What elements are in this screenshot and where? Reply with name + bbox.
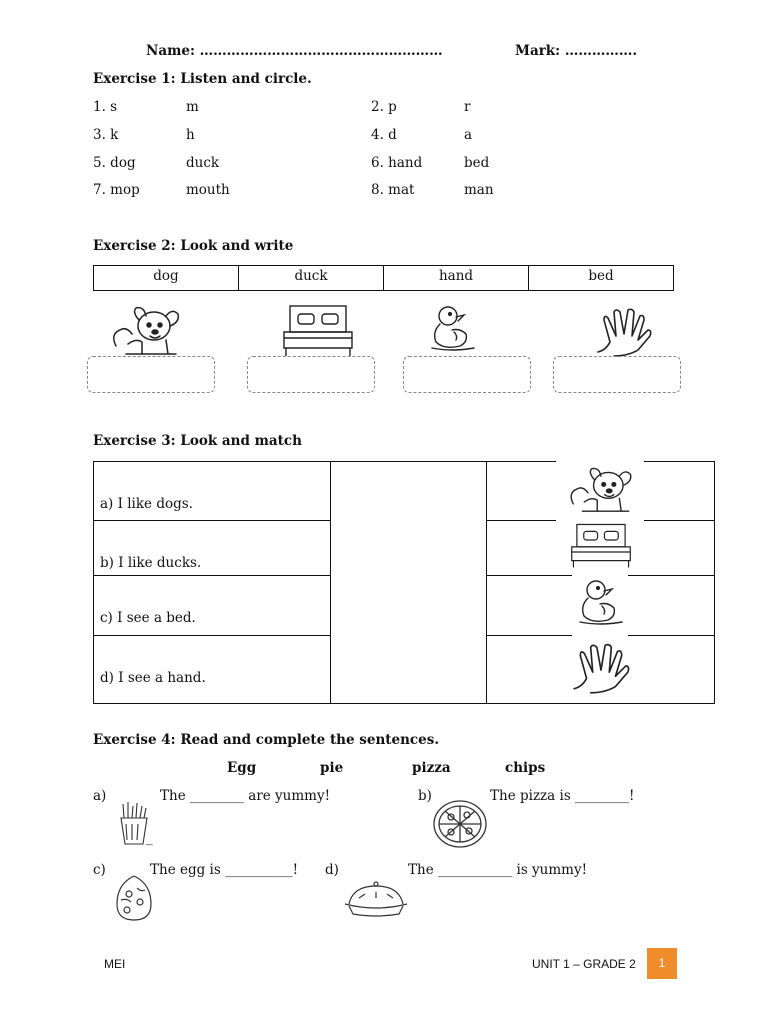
ex1-option-5: duck: [186, 155, 220, 171]
answer-box-1[interactable]: [87, 356, 215, 393]
hand-icon: [570, 638, 632, 698]
word-bank-item: chips: [505, 760, 546, 776]
sentence-label-d: d): [325, 862, 339, 878]
word-box-cell: hand: [384, 266, 529, 290]
table-divider: [486, 461, 487, 704]
mark-field-label: Mark: …………….: [515, 43, 638, 59]
ex1-item-5: 5. dog: [93, 155, 136, 171]
table-divider: [486, 520, 556, 521]
word-box-cell: duck: [239, 266, 384, 290]
stray-underscore: _: [146, 830, 153, 846]
exercise3-title: Exercise 3: Look and match: [93, 433, 302, 449]
duck-icon: [428, 302, 476, 352]
match-sentence-c: c) I see a bed.: [100, 610, 196, 626]
ex1-item-4: 4. d: [371, 127, 397, 143]
duck-icon: [576, 576, 624, 626]
name-field-label: Name: ………………………………………………: [146, 43, 443, 59]
word-bank-item: pizza: [412, 760, 451, 776]
match-sentence-a: a) I like dogs.: [100, 496, 193, 512]
word-bank-item: Egg: [227, 760, 257, 776]
ex1-item-6: 6. hand: [371, 155, 423, 171]
word-box-cell: bed: [588, 268, 614, 284]
ex1-item-2: 2. p: [371, 99, 397, 115]
pie-icon: [343, 880, 409, 918]
match-sentence-d: d) I see a hand.: [100, 670, 206, 686]
dog-icon: [106, 304, 184, 358]
answer-box-2[interactable]: [247, 356, 375, 393]
word-bank-item: pie: [320, 760, 344, 776]
exercise4-title: Exercise 4: Read and complete the sentences.: [93, 732, 440, 748]
hand-icon: [594, 306, 654, 358]
table-divider: [644, 520, 714, 521]
ex1-option-2: r: [464, 99, 471, 115]
ex1-option-1: m: [186, 99, 199, 115]
ex1-option-7: mouth: [186, 182, 230, 198]
table-divider: [93, 575, 330, 576]
sentence-label-a: a): [93, 788, 107, 804]
table-divider: [330, 461, 331, 704]
table-divider: [93, 635, 330, 636]
footer-right: UNIT 1 – GRADE 2: [532, 957, 636, 971]
word-box: [93, 265, 674, 291]
bed-icon: [282, 304, 354, 358]
ex1-option-3: h: [186, 127, 195, 143]
table-divider: [93, 520, 330, 521]
sentence-label-b: b): [418, 788, 432, 804]
ex1-item-3: 3. k: [93, 127, 119, 143]
table-divider: [628, 575, 714, 576]
ex1-item-8: 8. mat: [371, 182, 415, 198]
bed-icon: [570, 522, 632, 570]
ex1-option-6: bed: [464, 155, 490, 171]
table-divider: [486, 575, 572, 576]
word-box-cell: dog: [94, 266, 239, 290]
sentence-label-c: c): [93, 862, 106, 878]
dog-icon: [564, 463, 636, 517]
table-divider: [486, 635, 572, 636]
match-sentence-b: b) I like ducks.: [100, 555, 202, 571]
egg-icon: [113, 874, 155, 922]
footer-left: MEI: [104, 957, 126, 971]
ex1-item-1: 1. s: [93, 99, 118, 115]
ex1-option-4: a: [464, 127, 473, 143]
answer-box-4[interactable]: [553, 356, 681, 393]
exercise2-title: Exercise 2: Look and write: [93, 238, 294, 254]
table-divider: [628, 635, 714, 636]
page-number: 1: [647, 948, 677, 979]
sentence-d: The ___________ is yummy!: [408, 862, 588, 878]
ex1-option-8: man: [464, 182, 494, 198]
exercise1-title: Exercise 1: Listen and circle.: [93, 71, 312, 87]
answer-box-3[interactable]: [403, 356, 531, 393]
sentence-c: The egg is __________!: [150, 862, 299, 878]
sentence-b: The pizza is ________!: [490, 788, 635, 804]
pizza-icon: [431, 799, 489, 849]
ex1-item-7: 7. mop: [93, 182, 140, 198]
sentence-a: The ________ are yummy!: [160, 788, 331, 804]
